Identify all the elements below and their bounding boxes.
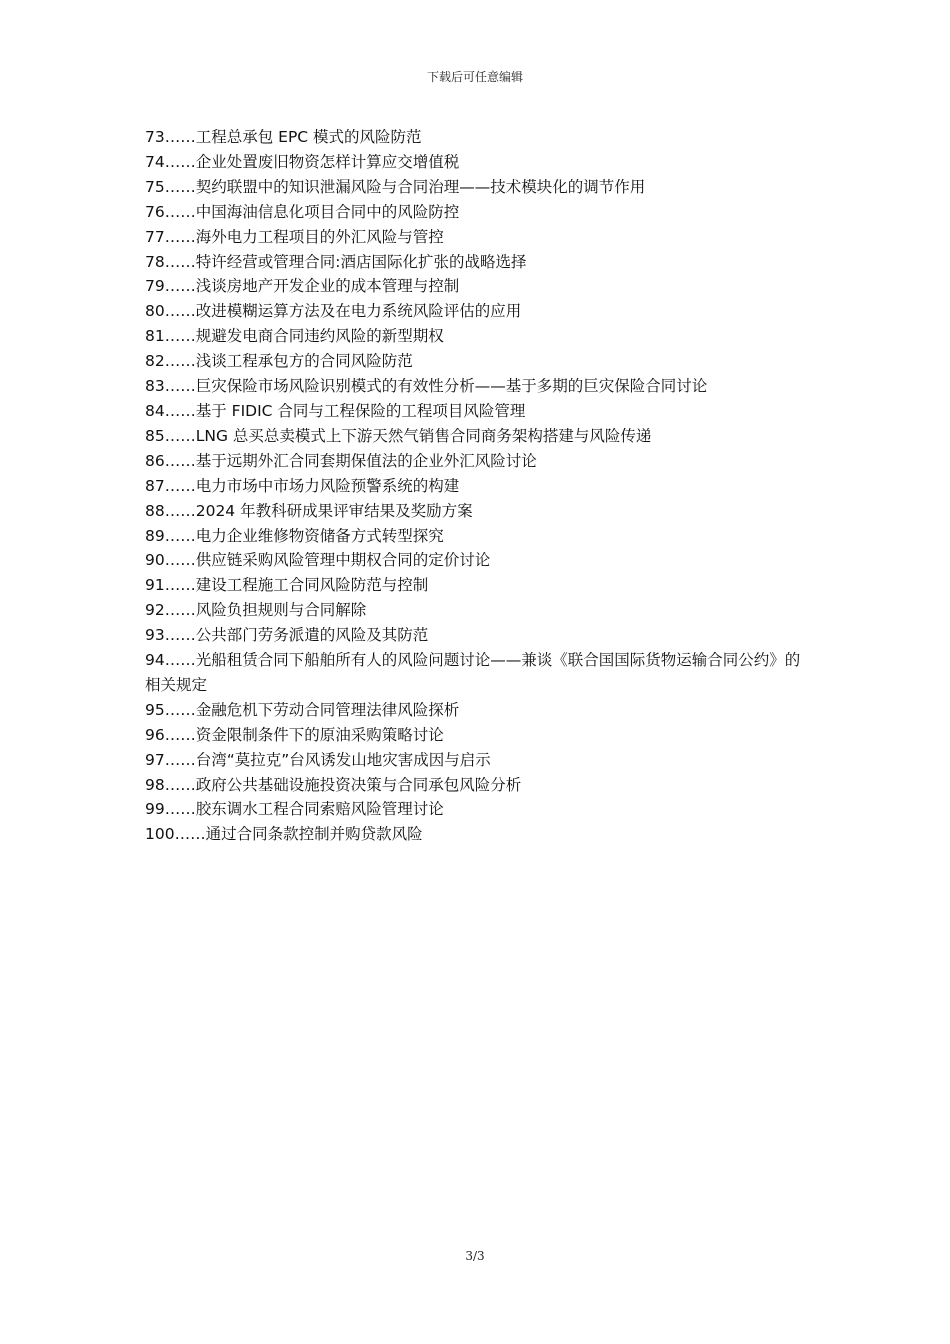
list-item: 85……LNG 总买总卖模式上下游天然气销售合同商务架构搭建与风险传递 [145,426,652,445]
list-item: 92……风险负担规则与合同解除 [145,601,367,620]
list-item: 94……光船租赁合同下船舶所有人的风险问题讨论——兼谈《联合国国际货物运输合同公约》的相关规定 [145,651,801,694]
reference-list [145,125,815,847]
list-item: 81……规避发电商合同违约风险的新型期权 [145,327,444,346]
list-item: 89……电力企业维修物资储备方式转型探究 [145,526,444,545]
page-number: 3/3 [465,1249,485,1263]
list-item: 77……海外电力工程项目的外汇风险与管控 [145,227,444,246]
list-item: 83……巨灾保险市场风险识别模式的有效性分析——基于多期的巨灾保险合同讨论 [145,377,708,396]
list-item: 90……供应链采购风险管理中期权合同的定价讨论 [145,551,491,570]
list-item: 99……胶东调水工程合同索赔风险管理讨论 [145,800,444,819]
list-item: 96……资金限制条件下的原油采购策略讨论 [145,725,444,744]
list-item: 74……企业处置废旧物资怎样计算应交增值税 [145,152,460,171]
list-item: 87……电力市场中市场力风险预警系统的构建 [145,476,460,495]
list-item: 86……基于远期外汇合同套期保值法的企业外汇风险讨论 [145,451,537,470]
list-item: 75……契约联盟中的知识泄漏风险与合同治理——技术模块化的调节作用 [145,177,646,196]
list-item: 88……2024 年教科研成果评审结果及奖励方案 [145,501,473,520]
list-item: 73……工程总承包 EPC 模式的风险防范 [145,128,422,146]
list-item: 76……中国海油信息化项目合同中的风险防控 [145,202,460,221]
list-item: 97……台湾“莫拉克”台风诱发山地灾害成因与启示 [145,750,491,769]
list-item: 93……公共部门劳务派遣的风险及其防范 [145,626,429,645]
page-header: 下载后可任意编辑 [426,70,523,84]
list-item: 84……基于 FIDIC 合同与工程保险的工程项目风险管理 [145,401,526,420]
list-item: 82……浅谈工程承包方的合同风险防范 [145,352,413,371]
list-item: 80……改进模糊运算方法及在电力系统风险评估的应用 [145,302,522,321]
list-item: 95……金融危机下劳动合同管理法律风险探析 [145,700,460,719]
list-item: 98……政府公共基础设施投资决策与合同承包风险分析 [145,775,522,794]
list-item: 79……浅谈房地产开发企业的成本管理与控制 [145,277,460,296]
list-item: 100……通过合同条款控制并购贷款风险 [145,825,423,844]
list-item: 91……建设工程施工合同风险防范与控制 [145,576,429,595]
list-item: 78……特许经营或管理合同:酒店国际化扩张的战略选择 [145,252,527,271]
